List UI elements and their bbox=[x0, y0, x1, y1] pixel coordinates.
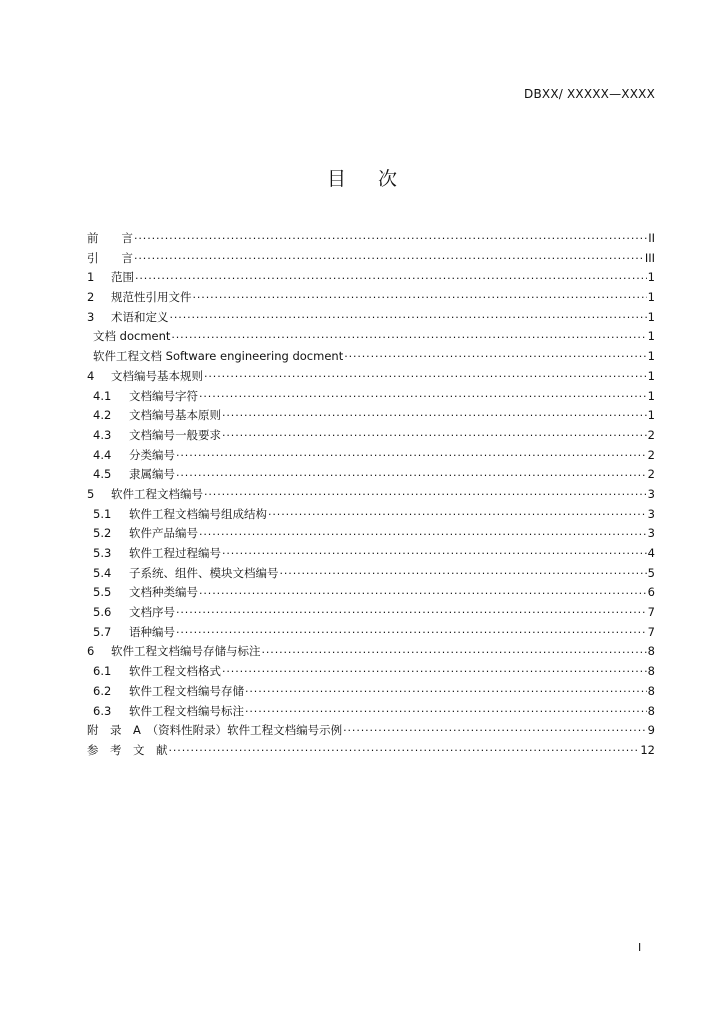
toc-entry-title: 隶属编号 bbox=[129, 467, 175, 482]
toc-entry-number: 4.1 bbox=[93, 388, 112, 403]
toc-leader-dots bbox=[222, 407, 647, 419]
toc-leader-dots bbox=[176, 447, 647, 459]
toc-leader-dots bbox=[222, 545, 647, 557]
toc-leader-dots bbox=[280, 565, 647, 577]
toc-entry-page: 1 bbox=[647, 329, 655, 344]
toc-entry-page: 1 bbox=[647, 290, 655, 305]
toc-entry-title: 软件工程文档编号存储与标注 bbox=[111, 644, 261, 659]
toc-entry[interactable] bbox=[87, 367, 655, 387]
toc-entry-page: 5 bbox=[647, 565, 655, 580]
toc-entry-page: 6 bbox=[647, 585, 655, 600]
toc-entry[interactable] bbox=[87, 642, 655, 662]
toc-entry[interactable] bbox=[87, 426, 655, 446]
toc-entry-page: 1 bbox=[647, 270, 655, 285]
toc-entry-title: 软件工程文档编号存储 bbox=[129, 683, 244, 698]
toc-entry-page: 9 bbox=[647, 723, 655, 738]
toc-entry-number: 5.1 bbox=[93, 506, 112, 521]
toc-entry-page: 2 bbox=[647, 427, 655, 442]
toc-entry-title: 软件工程过程编号 bbox=[129, 546, 221, 560]
toc-entry-page: 8 bbox=[647, 664, 655, 679]
toc-entry[interactable] bbox=[87, 682, 655, 702]
toc-leader-dots bbox=[193, 289, 647, 301]
toc-leader-dots bbox=[134, 230, 647, 242]
toc-leader-dots bbox=[204, 486, 647, 498]
toc-entry-title: 软件工程文档格式 bbox=[129, 664, 221, 679]
toc-entry-number: 5.6 bbox=[93, 605, 112, 620]
toc-entry-number: 4.4 bbox=[93, 447, 112, 462]
toc-entry[interactable] bbox=[87, 662, 655, 682]
toc-entry-number: 5.7 bbox=[93, 624, 112, 639]
toc-entry[interactable] bbox=[87, 465, 655, 485]
toc-entry-title: 文档 docment bbox=[93, 329, 171, 344]
toc-entry-number: 5.5 bbox=[93, 585, 112, 600]
toc-leader-dots bbox=[176, 466, 647, 478]
toc-entry-number: 3 bbox=[87, 309, 95, 324]
toc-leader-dots bbox=[169, 742, 640, 754]
toc-leader-dots bbox=[344, 348, 646, 360]
toc-entry-number: 5.3 bbox=[93, 546, 112, 560]
toc-entry-page: 7 bbox=[647, 624, 655, 639]
toc-leader-dots bbox=[134, 250, 644, 262]
footer-page-number: I bbox=[638, 941, 642, 954]
toc-entry-title: 语种编号 bbox=[129, 624, 175, 639]
toc-leader-dots bbox=[343, 722, 647, 734]
toc-entry-page: III bbox=[644, 250, 655, 265]
toc-entry-title: 软件工程文档 Software engineering docment bbox=[93, 349, 344, 364]
toc-leader-dots bbox=[199, 584, 647, 596]
toc-entry[interactable] bbox=[87, 505, 655, 525]
toc-entry[interactable] bbox=[87, 288, 655, 308]
toc-entry-title: 前 言 bbox=[87, 231, 133, 245]
toc-entry-page: 8 bbox=[647, 683, 655, 698]
toc-entry-page: 7 bbox=[647, 605, 655, 620]
toc-entry[interactable] bbox=[87, 603, 655, 623]
toc-entry[interactable] bbox=[87, 387, 655, 407]
toc-leader-dots bbox=[176, 624, 647, 636]
toc-entry[interactable] bbox=[87, 583, 655, 603]
toc-entry-page: 4 bbox=[647, 546, 655, 560]
toc-entry-number: 4.5 bbox=[93, 467, 112, 482]
toc-entry[interactable] bbox=[87, 702, 655, 722]
toc-entry-number: 6.2 bbox=[93, 683, 112, 698]
toc-leader-dots bbox=[176, 604, 647, 616]
toc-entry-page: II bbox=[648, 231, 655, 245]
toc-entry-title: 参 考 文 献 bbox=[87, 742, 168, 757]
toc-entry-title: 文档序号 bbox=[129, 605, 175, 620]
toc-entry-number: 5 bbox=[87, 486, 95, 501]
toc-entry-title: 软件工程文档编号组成结构 bbox=[129, 506, 267, 521]
toc-entry[interactable] bbox=[87, 446, 655, 466]
toc-entry-title: 文档编号一般要求 bbox=[129, 427, 221, 442]
toc-leader-dots bbox=[171, 328, 646, 340]
table-of-contents bbox=[87, 229, 655, 761]
toc-entry[interactable] bbox=[87, 406, 655, 426]
toc-entry-page: 1 bbox=[647, 408, 655, 423]
toc-entry-title: 子系统、组件、模块文档编号 bbox=[129, 565, 279, 580]
toc-entry[interactable] bbox=[87, 229, 655, 249]
toc-entry-title: 引 言 bbox=[87, 250, 133, 265]
toc-entry-title: 软件产品编号 bbox=[129, 526, 198, 541]
toc-entry[interactable] bbox=[87, 327, 655, 347]
toc-entry-page: 8 bbox=[647, 644, 655, 659]
toc-entry[interactable] bbox=[87, 741, 655, 761]
toc-entry[interactable] bbox=[87, 524, 655, 544]
toc-leader-dots bbox=[268, 506, 647, 518]
toc-entry-title: 软件工程文档编号 bbox=[111, 486, 203, 501]
toc-entry-title: 文档编号基本原则 bbox=[129, 408, 221, 423]
toc-entry-page: 3 bbox=[647, 486, 655, 501]
toc-leader-dots bbox=[222, 663, 647, 675]
toc-entry-page: 2 bbox=[647, 447, 655, 462]
toc-entry-title: 术语和定义 bbox=[111, 309, 169, 324]
toc-leader-dots bbox=[222, 427, 647, 439]
toc-leader-dots bbox=[204, 368, 647, 380]
toc-entry-number: 6.1 bbox=[93, 664, 112, 679]
toc-entry[interactable] bbox=[87, 623, 655, 643]
toc-leader-dots bbox=[199, 388, 647, 400]
toc-entry[interactable] bbox=[87, 564, 655, 584]
toc-entry-page: 1 bbox=[647, 388, 655, 403]
toc-entry[interactable] bbox=[87, 347, 655, 367]
toc-entry-title: 软件工程文档编号标注 bbox=[129, 703, 244, 718]
page-title bbox=[0, 164, 724, 191]
toc-entry-title: 文档编号基本规则 bbox=[111, 368, 203, 383]
toc-entry[interactable] bbox=[87, 249, 655, 269]
toc-leader-dots bbox=[199, 525, 647, 537]
toc-entry-number: 2 bbox=[87, 290, 95, 305]
toc-entry-page: 3 bbox=[647, 526, 655, 541]
toc-entry-number: 5.2 bbox=[93, 526, 112, 541]
toc-leader-dots bbox=[170, 309, 647, 321]
title-char-1: 目 bbox=[326, 168, 346, 190]
toc-entry-number: 4 bbox=[87, 368, 95, 383]
toc-entry-page: 2 bbox=[647, 467, 655, 482]
toc-entry-number: 1 bbox=[87, 270, 95, 285]
toc-leader-dots bbox=[262, 643, 647, 655]
toc-leader-dots bbox=[245, 703, 647, 715]
toc-entry-page: 12 bbox=[640, 742, 655, 757]
toc-entry-number: 4.3 bbox=[93, 427, 112, 442]
toc-entry-number: 6 bbox=[87, 644, 95, 659]
toc-entry-page: 8 bbox=[647, 703, 655, 718]
toc-entry[interactable] bbox=[87, 721, 655, 741]
toc-leader-dots bbox=[245, 683, 647, 695]
toc-entry-number: 5.4 bbox=[93, 565, 112, 580]
toc-entry-title: 文档编号字符 bbox=[129, 388, 198, 403]
toc-entry[interactable] bbox=[87, 485, 655, 505]
toc-entry-page: 3 bbox=[647, 506, 655, 521]
toc-entry-title: 规范性引用文件 bbox=[111, 290, 192, 305]
toc-entry-page: 1 bbox=[647, 349, 655, 364]
toc-entry[interactable] bbox=[87, 268, 655, 288]
toc-entry-title: 范围 bbox=[111, 270, 134, 285]
toc-entry[interactable] bbox=[87, 308, 655, 328]
title-char-2: 次 bbox=[378, 168, 398, 190]
toc-entry-title: 附 录 A （资料性附录）软件工程文档编号示例 bbox=[87, 723, 343, 738]
toc-entry-title: 文档种类编号 bbox=[129, 585, 198, 600]
toc-entry[interactable] bbox=[87, 544, 655, 564]
toc-entry-title: 分类编号 bbox=[129, 447, 175, 462]
toc-leader-dots bbox=[135, 269, 647, 281]
toc-entry-page: 1 bbox=[647, 309, 655, 324]
document-code: DBXX/ XXXXX—XXXX bbox=[524, 87, 655, 101]
toc-entry-page: 1 bbox=[647, 368, 655, 383]
toc-entry-number: 6.3 bbox=[93, 703, 112, 718]
toc-entry-number: 4.2 bbox=[93, 408, 112, 423]
